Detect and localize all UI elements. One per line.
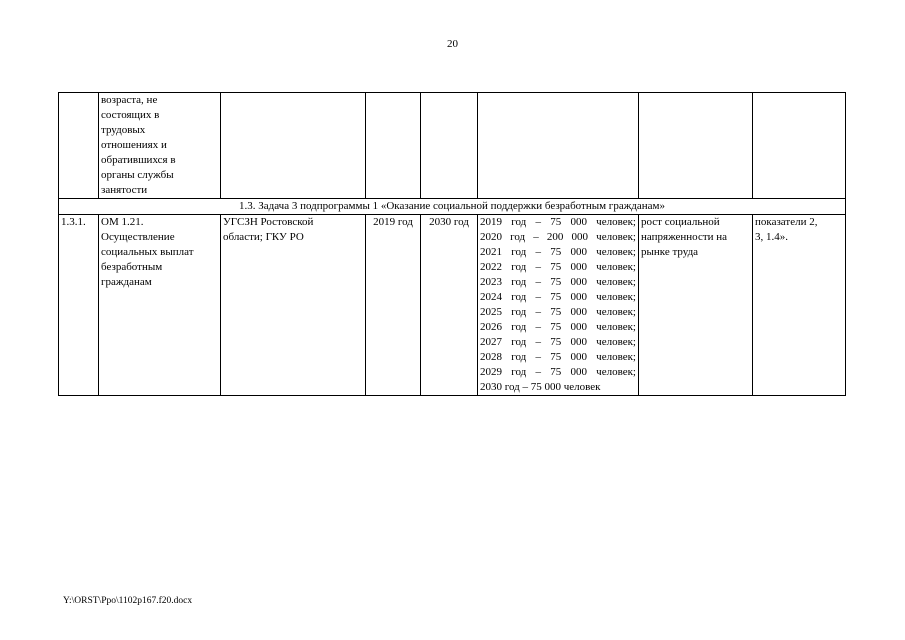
text-line: ОМ 1.21. bbox=[101, 216, 144, 228]
result-line: 2024 год – 75 000 человек; bbox=[480, 291, 636, 303]
continuation-row bbox=[59, 93, 846, 199]
result-line: 2027 год – 75 000 человек; bbox=[480, 336, 636, 348]
text-line: напряженности на bbox=[641, 231, 728, 243]
cell-executor bbox=[221, 215, 366, 396]
text-line: показатели 2, bbox=[755, 216, 818, 228]
text-line: области; ГКУ РО bbox=[223, 231, 304, 243]
cell-empty bbox=[478, 93, 639, 199]
cell-end: 2030 год bbox=[421, 215, 478, 396]
cell-indicators bbox=[753, 215, 846, 396]
section-header-row bbox=[59, 199, 846, 215]
text-line: безработным bbox=[101, 261, 163, 273]
text-line: рынке труда bbox=[641, 246, 699, 258]
result-line: 2026 год – 75 000 человек; bbox=[480, 321, 636, 333]
cell-empty bbox=[421, 93, 478, 199]
cell-name bbox=[99, 93, 221, 199]
text-line: органы службы bbox=[101, 169, 174, 181]
text-line: Осуществление bbox=[101, 231, 175, 243]
result-line: 2022 год – 75 000 человек; bbox=[480, 261, 636, 273]
text-line: состоящих в bbox=[101, 109, 160, 121]
table-row bbox=[59, 215, 846, 396]
text-line: рост социальной bbox=[641, 216, 720, 228]
cell-empty bbox=[366, 93, 421, 199]
result-line: 2020 год – 200 000 человек; bbox=[480, 231, 636, 243]
cell-empty bbox=[221, 93, 366, 199]
cell-start: 2019 год bbox=[366, 215, 421, 396]
footer-file-path: Y:\ORST\Ppo\1102p167.f20.docx bbox=[63, 596, 193, 606]
text-line: обратившихся в bbox=[101, 154, 176, 166]
result-line: 2019 год – 75 000 человек; bbox=[480, 216, 636, 228]
cell-num: 1.3.1. bbox=[59, 215, 99, 396]
cell-num-empty bbox=[59, 93, 99, 199]
cell-name bbox=[99, 215, 221, 396]
text-line: возраста, не bbox=[101, 94, 158, 106]
text-line: занятости bbox=[101, 184, 148, 196]
result-line: 2025 год – 75 000 человек; bbox=[480, 306, 636, 318]
cell-consequences bbox=[639, 215, 753, 396]
cell-results bbox=[478, 215, 639, 396]
text-line: УГСЗН Ростовской bbox=[223, 216, 314, 228]
section-header: 1.3. Задача 3 подпрограммы 1 «Оказание социальной поддержки безработным гражданам» bbox=[59, 199, 846, 215]
result-line: 2021 год – 75 000 человек; bbox=[480, 246, 636, 258]
result-line: 2023 год – 75 000 человек; bbox=[480, 276, 636, 288]
cell-empty bbox=[753, 93, 846, 199]
text-line: гражданам bbox=[101, 276, 152, 288]
text-line: отношениях и bbox=[101, 139, 167, 151]
page-number: 20 bbox=[447, 38, 458, 50]
result-line: 2030 год – 75 000 человек bbox=[480, 381, 601, 393]
text-line: 3, 1.4». bbox=[755, 231, 788, 243]
text-line: социальных выплат bbox=[101, 246, 194, 258]
program-table bbox=[58, 92, 846, 396]
cell-empty bbox=[639, 93, 753, 199]
result-line: 2029 год – 75 000 человек; bbox=[480, 366, 636, 378]
text-line: трудовых bbox=[101, 124, 146, 136]
result-line: 2028 год – 75 000 человек; bbox=[480, 351, 636, 363]
